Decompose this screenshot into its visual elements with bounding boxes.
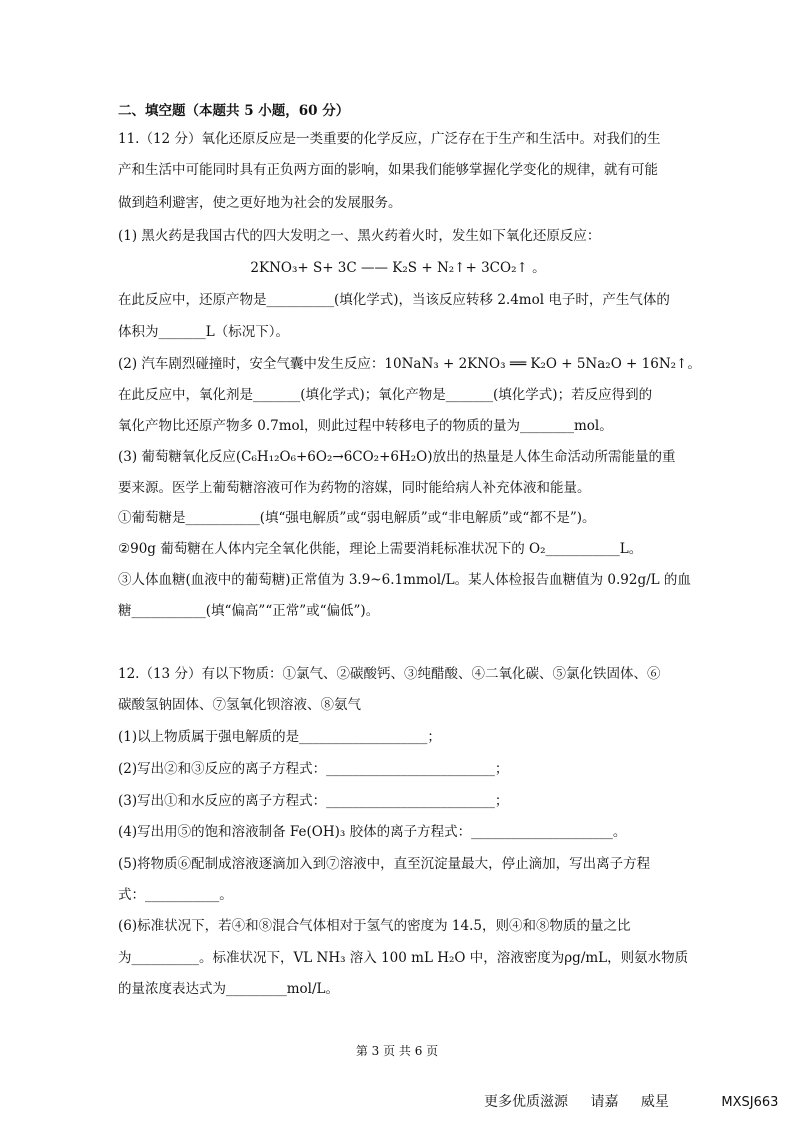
- q11-part3-sub-1: ①葡萄糖是___________(填“强电解质”或“弱电解质”或“非电解质”或“都不是”)。: [118, 510, 596, 526]
- q11-intro-line-1: 11.（12 分）氧化还原反应是一类重要的化学反应，广泛存在于生产和生活中。对我们的生: [118, 131, 661, 147]
- q12-part5-line-2: 式：___________。: [118, 887, 233, 903]
- q11-part1-equation: 2KNO₃+ S+ 3C —— K₂S + N₂↑+ 3CO₂↑ 。: [250, 260, 546, 276]
- q12-part6-line-1: (6)标准状况下，若④和⑧混合气体相对于氢气的密度为 14.5，则④和⑧物质的量之比: [118, 918, 631, 934]
- q12-part6-line-3: 的量浓度表达式为_________mol/L。: [118, 981, 340, 997]
- q11-intro-line-2: 产和生活中可能同时具有正负两方面的影响，如果我们能够掌握化学变化的规律，就有可能: [118, 162, 658, 178]
- watermark-text-3: 威星: [640, 1094, 669, 1110]
- q12-intro-line-2: 碳酸氢钠固体、⑦氢氧化钡溶液、⑧氨气: [118, 697, 361, 713]
- q12-part6-line-2: 为__________。标准状况下，VL NH₃ 溶入 100 mL H₂O 中，溶液密度为ρg/mL，则氨水物质: [118, 950, 689, 966]
- q11-part2-line-3: 氧化产物比还原产物多 0.7mol，则此过程中转移电子的物质的量为________mol。: [118, 418, 613, 434]
- q11-part1-line-2: 在此反应中，还原产物是__________(填化学式)，当该反应转移 2.4mol 电子时，产生气体的: [118, 292, 670, 308]
- watermark: [484, 1092, 784, 1113]
- section-heading: 二、填空题（本题共 5 小题，60 分）: [118, 103, 350, 119]
- watermark-code: MXSJ663: [721, 1095, 779, 1110]
- watermark-text-1: 更多优质滋源: [484, 1094, 568, 1110]
- q12-part5-line-1: (5)将物质⑥配制成溶液逐滴加入到⑦溶液中，直至沉淀量最大，停止滴加，写出离子方程: [118, 856, 651, 872]
- q11-part3-sub-3-line-2: 糖___________(填“偏高”“正常”或“偏低”)。: [118, 603, 380, 619]
- q11-part2-line-2: 在此反应中，氧化剂是_______(填化学式)；氧化产物是_______(填化学式)；若反应得到的: [118, 387, 653, 403]
- q11-part3-line-1: (3) 葡萄糖氧化反应(C₆H₁₂O₆+6O₂→6CO₂+6H₂O)放出的热量是人体生命活动所需能量的重: [118, 449, 676, 465]
- watermark-text-2: 请嘉: [590, 1094, 619, 1110]
- q11-part3-sub-2: ②90g 葡萄糖在人体内完全氧化供能，理论上需要消耗标准状况下的 O₂___________L。: [118, 541, 643, 557]
- page-footer: 第 3 页 共 6 页: [355, 1044, 439, 1058]
- q11-part3-sub-3-line-1: ③人体血糖(血液中的葡萄糖)正常值为 3.9~6.1mmol/L。某人体检报告血糖值为 0.92g/L 的血: [118, 572, 691, 588]
- q12-part3: (3)写出①和水反应的离子方程式：_________________________；: [118, 793, 509, 809]
- q11-part1-line-3: 体积为_______L（标况下）。: [118, 324, 289, 340]
- q12-intro-line-1: 12.（13 分）有以下物质：①氯气、②碳酸钙、③纯醋酸、④二氧化碳、⑤氯化铁固体、⑥: [118, 666, 661, 682]
- q12-part1: (1)以上物质属于强电解质的是___________________；: [118, 729, 441, 745]
- q12-part4: (4)写出用⑤的饱和溶液制备 Fe(OH)₃ 胶体的离子方程式：_____________________。: [118, 824, 627, 840]
- q11-part3-line-2: 要来源。医学上葡萄糖溶液可作为药物的溶媒，同时能给病人补充体液和能量。: [118, 480, 591, 496]
- q12-part2: (2)写出②和③反应的离子方程式：_________________________；: [118, 761, 509, 777]
- q11-part2-line-1: (2) 汽车剧烈碰撞时，安全气囊中发生反应：10NaN₃ + 2KNO₃ ══ K₂O + 5Na₂O + 16N₂↑。: [118, 356, 701, 372]
- q11-intro-line-3: 做到趋利避害，使之更好地为社会的发展服务。: [118, 195, 402, 211]
- q11-part1-line-1: (1) 黑火药是我国古代的四大发明之一、黑火药着火时，发生如下氧化还原反应：: [118, 228, 601, 244]
